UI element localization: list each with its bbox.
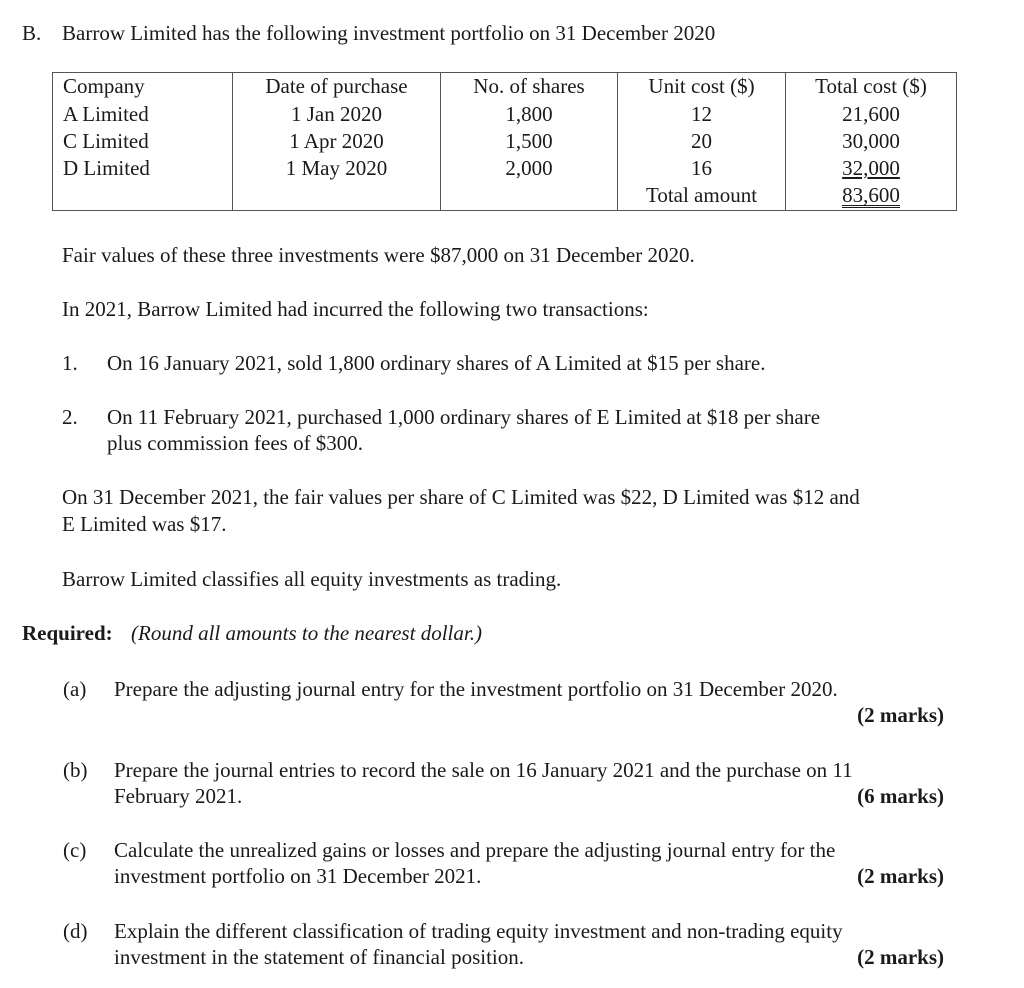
cell-company: D Limited	[53, 155, 233, 182]
total-amount-cell	[786, 182, 957, 211]
question-letter: (c)	[63, 838, 87, 862]
list-item-number: 1.	[62, 351, 78, 375]
cell-shares: 1,800	[441, 101, 618, 128]
cell-total-cost	[786, 155, 957, 182]
question-marks: (2 marks)	[857, 945, 944, 969]
cell-shares: 2,000	[441, 155, 618, 182]
cell-empty	[441, 182, 618, 211]
cell-unit-cost: 20	[618, 128, 786, 155]
list-item-text-continued: plus commission fees of $300.	[107, 431, 364, 455]
fair-value-paragraph: Fair values of these three investments were $87,000 on 31 December 2020.	[62, 243, 695, 267]
total-amount-value: 83,600	[842, 183, 900, 207]
cell-company: A Limited	[53, 101, 233, 128]
header-shares: No. of shares	[441, 73, 618, 102]
fair-value-2021-paragraph: On 31 December 2021, the fair values per share of C Limited was $22, D Limited was $12 and	[62, 485, 860, 509]
cell-date: 1 May 2020	[233, 155, 441, 182]
required-label: Required:	[22, 621, 113, 645]
cell-date: 1 Jan 2020	[233, 101, 441, 128]
required-note: (Round all amounts to the nearest dollar.)	[131, 621, 482, 645]
section-letter: B.	[22, 21, 42, 45]
table-row	[53, 101, 957, 128]
cell-date: 1 Apr 2020	[233, 128, 441, 155]
question-text-continued: investment in the statement of financial position.	[114, 945, 524, 969]
cell-empty	[53, 182, 233, 211]
header-unit-cost: Unit cost ($)	[618, 73, 786, 102]
table-row	[53, 155, 957, 182]
question-text: Explain the different classification of trading equity investment and non-trading equity	[114, 919, 843, 943]
classification-paragraph: Barrow Limited classifies all equity investments as trading.	[62, 567, 562, 591]
section-heading: Barrow Limited has the following investment portfolio on 31 December 2020	[62, 21, 716, 45]
header-total-cost: Total cost ($)	[786, 73, 957, 102]
list-item-number: 2.	[62, 405, 78, 429]
cell-empty	[233, 182, 441, 211]
cell-shares: 1,500	[441, 128, 618, 155]
table-total-row	[53, 182, 957, 211]
portfolio-table	[52, 72, 957, 211]
question-text-continued: investment portfolio on 31 December 2021.	[114, 864, 482, 888]
fair-value-2021-paragraph-continued: E Limited was $17.	[62, 512, 227, 536]
table-header-row	[53, 73, 957, 102]
header-company: Company	[53, 73, 233, 102]
total-cost-underlined: 32,000	[842, 156, 900, 180]
cell-total-cost: 21,600	[786, 101, 957, 128]
cell-company: C Limited	[53, 128, 233, 155]
table-row	[53, 128, 957, 155]
question-marks: (2 marks)	[857, 703, 944, 727]
list-item-text: On 11 February 2021, purchased 1,000 ordinary shares of E Limited at $18 per share	[107, 405, 821, 429]
question-text-continued: February 2021.	[114, 784, 243, 808]
question-text: Prepare the journal entries to record the sale on 16 January 2021 and the purchase on 11	[114, 758, 853, 782]
question-marks: (2 marks)	[857, 864, 944, 888]
transactions-intro: In 2021, Barrow Limited had incurred the following two transactions:	[62, 297, 649, 321]
header-date: Date of purchase	[233, 73, 441, 102]
question-marks: (6 marks)	[857, 784, 944, 808]
question-text: Prepare the adjusting journal entry for the investment portfolio on 31 December 2020.	[114, 677, 838, 701]
question-letter: (a)	[63, 677, 87, 701]
cell-unit-cost: 16	[618, 155, 786, 182]
question-letter: (b)	[63, 758, 88, 782]
question-text: Calculate the unrealized gains or losses and prepare the adjusting journal entry for the	[114, 838, 836, 862]
total-amount-label: Total amount	[618, 182, 786, 211]
cell-total-cost: 30,000	[786, 128, 957, 155]
list-item-text: On 16 January 2021, sold 1,800 ordinary shares of A Limited at $15 per share.	[107, 351, 766, 375]
question-letter: (d)	[63, 919, 88, 943]
cell-unit-cost: 12	[618, 101, 786, 128]
